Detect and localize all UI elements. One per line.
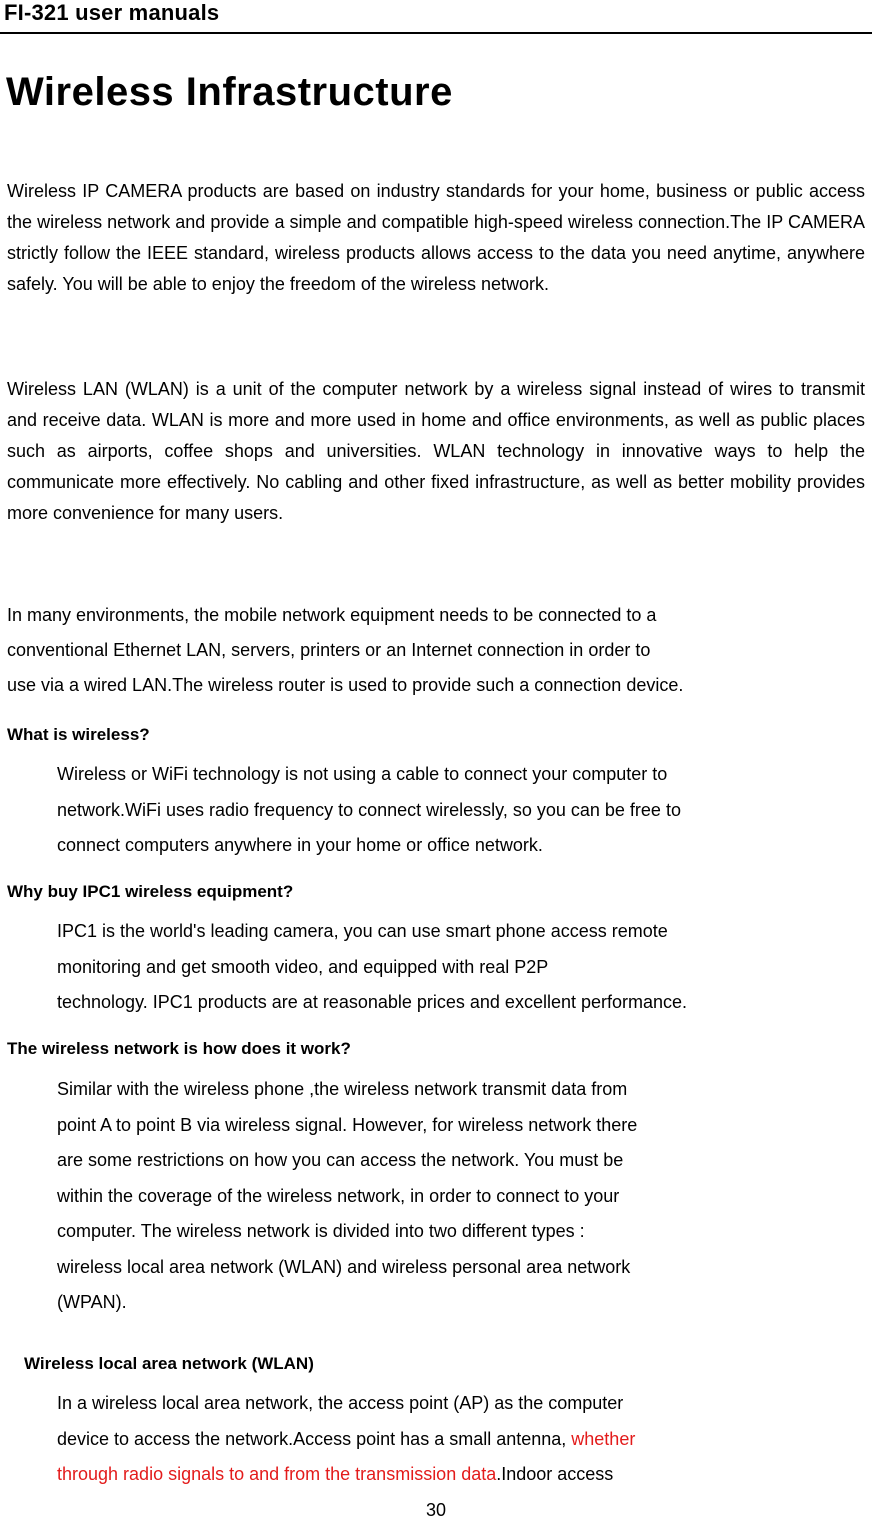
- body-line: In a wireless local area network, the access point (AP) as the computer: [57, 1393, 624, 1413]
- section-body-what-is-wireless: [57, 757, 867, 864]
- section-body-wlan: [57, 1386, 867, 1493]
- body-line: are some restrictions on how you can access the network. You must be: [57, 1150, 624, 1170]
- body-line: technology. IPC1 products are at reasonable prices and excellent performance.: [57, 992, 688, 1012]
- body-line: wireless local area network (WLAN) and wireless personal area network: [57, 1256, 631, 1277]
- body-line: network.WiFi uses radio frequency to connect wirelessly, so you can be free to: [57, 799, 681, 820]
- page-header: [0, 0, 872, 34]
- wlan-paragraph: Wireless LAN (WLAN) is a unit of the computer network by a wireless signal instead of wires to transmit and receive data. WLAN is more and more used in home and office environments, as well as public places such as airports, coffee shops and universities. WLAN technology in innovative ways to help the communicate more effectively. No cabling and other fixed infrastructure, as well as better mobility provides more convenience for many users.: [7, 379, 865, 523]
- section-heading-how-it-works: The wireless network is how does it work?: [7, 1039, 351, 1058]
- body-line: within the coverage of the wireless network, in order to connect to your: [57, 1185, 620, 1206]
- section-body-why-buy: [57, 914, 867, 1021]
- section-heading-wlan: Wireless local area network (WLAN): [24, 1354, 314, 1373]
- page-number: 30: [425, 1500, 447, 1520]
- intro-paragraph: Wireless IP CAMERA products are based on industry standards for your home, business or public access the wireless network and provide a simple and compatible high-speed wireless connection.The IP CAMERA strictly follow the IEEE standard, wireless products allows access to the data you need anytime, anywhere safely. You will be able to enjoy the freedom of the wireless network.: [7, 181, 865, 294]
- body-line: Similar with the wireless phone ,the wireless network transmit data from: [57, 1079, 628, 1099]
- text-run: device to access the network.Access point has a small antenna,: [57, 1428, 572, 1449]
- page-title: Wireless Infrastructure: [6, 70, 453, 114]
- body-line: monitoring and get smooth video, and equipped with real P2P: [57, 956, 549, 977]
- section-heading-why-buy: Why buy IPC1 wireless equipment?: [7, 882, 294, 901]
- body-line: point A to point B via wireless signal. However, for wireless network there: [57, 1114, 638, 1135]
- body-line: use via a wired LAN.The wireless router is used to provide such a connection device.: [7, 675, 684, 695]
- section-body-how-it-works: [57, 1072, 867, 1321]
- body-line: In many environments, the mobile network equipment needs to be connected to a: [7, 605, 657, 625]
- body-line: (WPAN).: [57, 1292, 127, 1312]
- body-line: IPC1 is the world's leading camera, you can use smart phone access remote: [57, 921, 668, 941]
- manual-title: FI-321 user manuals: [4, 0, 220, 25]
- section-heading-what-is-wireless: What is wireless?: [7, 725, 150, 744]
- body-line: [57, 1457, 867, 1493]
- body-line: conventional Ethernet LAN, servers, printers or an Internet connection in order to: [7, 640, 651, 660]
- highlighted-text: whether: [571, 1428, 636, 1449]
- body-line: Wireless or WiFi technology is not using a cable to connect your computer to: [57, 764, 668, 784]
- body-line: computer. The wireless network is divided into two different types :: [57, 1221, 585, 1241]
- text-run: .Indoor access: [496, 1464, 614, 1484]
- body-line: [57, 1422, 867, 1458]
- highlighted-text: through radio signals to and from the transmission data: [57, 1464, 497, 1484]
- body-line: connect computers anywhere in your home or office network.: [57, 835, 543, 855]
